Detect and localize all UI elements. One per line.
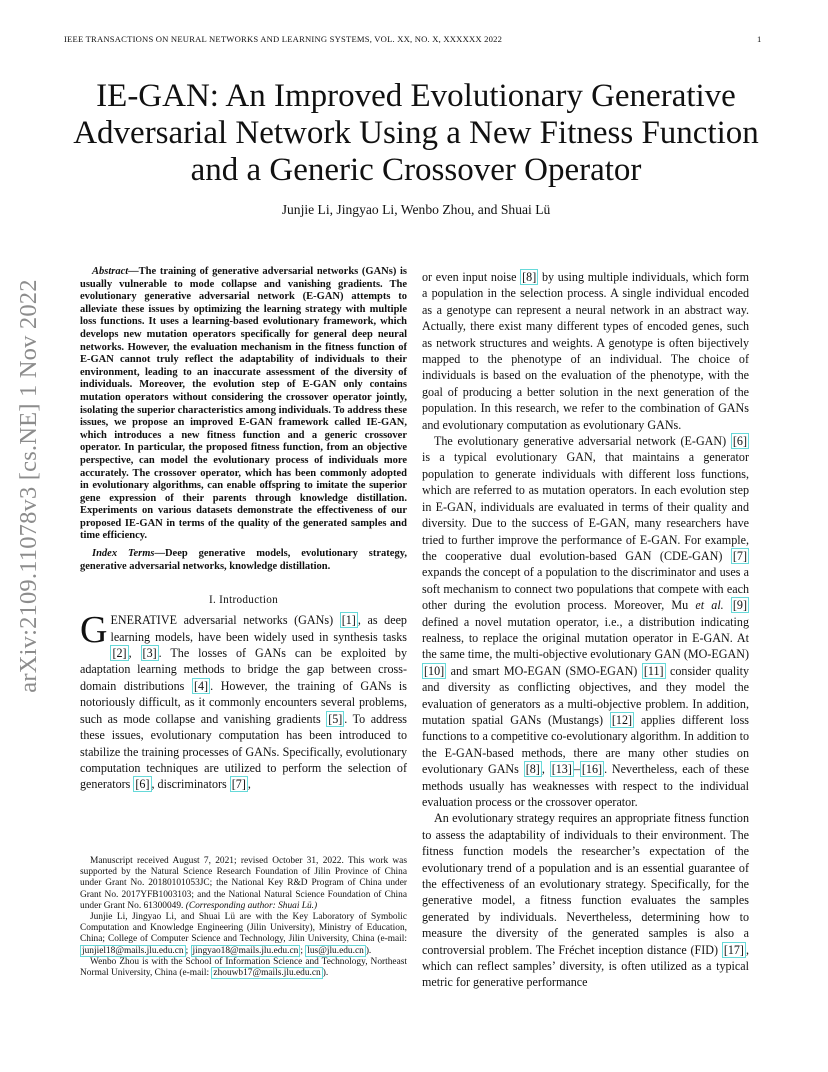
footnote-affiliation-text: Junjie Li, Jingyao Li, and Shuai Lü are with the Key Laboratory of Symbolic Computation and Knowledge Engineering (Jilin University), Ministry of Education, China; College of Computer Science and Technology, Jilin University, China (e-mail: [80, 912, 407, 945]
email-link[interactable]: jingyao18@mails.jlu.edu.cn [192, 945, 299, 956]
citation-link[interactable]: [6] [135, 777, 150, 792]
footnote-affiliation-2: Wenbo Zhou is with the School of Information Science and Technology, Northeast Normal University, China (e-mail: zhouwb17@mails.jlu.edu.cn ). [80, 956, 407, 979]
text-run: or even input noise [422, 270, 521, 284]
running-header: IEEE TRANSACTIONS ON NEURAL NETWORKS AND LEARNING SYSTEMS, VOL. XX, NO. X, XXXXXX 2022 [64, 34, 503, 44]
footnotes [80, 856, 407, 979]
body-paragraph [422, 810, 749, 990]
author-list: Junjie Li, Jingyao Li, Wenbo Zhou, and Shuai Lü [281, 202, 551, 217]
text-run: , [128, 646, 141, 661]
citation-link[interactable]: [8] [522, 270, 537, 284]
citation-link[interactable]: [7] [231, 777, 246, 792]
citation-link[interactable]: [2] [112, 646, 127, 661]
text-run: ENERATIVE adversarial networks (GANs) [110, 613, 340, 628]
footnote-affiliation: Junjie Li, Jingyao Li, and Shuai Lü are with the Key Laboratory of Symbolic Computation and Knowledge Engineering (Jilin University), Ministry of Education, China; College of Computer Science and Technology, Jilin University, China (e-mail: junjiel18@mails.jlu.edu.cn ; jingyao18@mails.jlu.edu.cn ; lus@jlu.edu.cn ). [80, 912, 407, 956]
text-run: – [573, 762, 580, 777]
arxiv-stamp-text: arXiv:2109.11078v3 [cs.NE] 1 Nov 2022 [15, 279, 42, 693]
italic-text: et al. [695, 598, 724, 613]
section-heading: I. Introduction [208, 594, 279, 607]
text-run: , [541, 762, 550, 777]
abstract [80, 266, 407, 543]
email-link[interactable]: zhouwb17@mails.jlu.edu.cn [213, 968, 321, 979]
citation-link[interactable]: [7] [732, 548, 747, 563]
text-run: , [247, 777, 251, 792]
citation-link[interactable]: [9] [732, 598, 747, 613]
citation-link[interactable]: [6] [732, 434, 747, 449]
body-paragraph [422, 433, 749, 810]
citation-link[interactable]: [1] [341, 613, 356, 628]
text-run: applies different loss functions to a competitive co-evolutionary algorithm. In addition to the E-GAN-based methods, there are many other studies on evolutionary GANs [422, 712, 750, 777]
text-run: The evolutionary generative adversarial network (E-GAN) [434, 434, 731, 449]
text-run: An evolutionary strategy requires an appropriate fitness function to assess the adaptability of individuals to their environment. The fitness function models the researcher’s expectation of the evolutionary trend of a population and is an essential guarantee of the effectiveness of an evolutionary strategy. Specifically, for the generative model, a fitness function evaluates the samples generated by individuals. Nevertheless, determining how to measure the diversity of the generated samples is also a controversial problem. The Fréchet inception distance (FID) [422, 811, 749, 957]
citation-link[interactable]: [5] [328, 711, 343, 726]
text-run: and smart MO-EGAN (SMO-EGAN) [446, 663, 642, 678]
citation-link[interactable]: [8] [525, 762, 540, 777]
index-terms [80, 548, 407, 573]
citation-link[interactable]: [16] [581, 762, 603, 777]
footnote-funding [80, 856, 407, 912]
text-run: defined a novel mutation operator, i.e., a distribution indicating realness, to replace the original mutation operator in E-GAN. At the same time, the multi-objective evolutionary GAN (MO-EGAN) [422, 614, 749, 662]
abstract-text: —The training of generative adversarial networks (GANs) is usually vulnerable to mode collapse and vanishing gradients. The evolutionary generative adversarial network (E-GAN) attempts to alleviate these issues by optimizing the learning strategy with multiple loss functions. It uses a learning-based evolutionary framework, which develops new mutation operators specifically for general deep neural networks. However, the evaluation mechanism in the fitness function of E-GAN cannot truly reflect the adaptability of individuals to their environment, leading to an inaccurate assessment of the diversity of individuals. Moreover, the evolution step of E-GAN only contains mutation operators without considering the crossover operator jointly, isolating the superior characteristics among individuals. To address these issues, we propose an improved E-GAN framework called IE-GAN, which introduces a new fitness function and a generic crossover operator. In particular, the proposed fitness function, from an objective perspective, can model the evolutionary process of individuals more accurately. The crossover operator, which has been commonly adopted in evolutionary algorithms, can enable offspring to imitate the superior gene expression of their parents through knowledge distillation. Experiments on various datasets demonstrate the effectiveness of our proposed IE-GAN in terms of the quality of the generated samples and time efficiency. [80, 266, 407, 542]
index-terms-text: —Deep generative models, evolutionary strategy, generative adversarial networks, knowledge distillation. [80, 548, 407, 572]
abstract-label: Abstract [92, 266, 129, 277]
citation-link[interactable]: [3] [142, 646, 157, 661]
text-run: by using multiple individuals, which form a population in the selection process. A single individual encoded as a genotype can represent a neural network in an abstract way. Actually, there exist many different types of encoded genes, such as network structures and weights. A genotype is often bijectively mapped to the phenotype of an individual. The choice of individuals is based on the evaluation of the phenotype, with the goal of producing a better solution in the next generation of the population. In this research, we refer to the combination of GANs and evolutionary computation as evolutionary GANs. [422, 270, 749, 432]
citation-link[interactable]: [10] [424, 663, 445, 678]
text-run: , which can reflect samples’ diversity, is often utilized as a typical metric for generative performance [422, 942, 749, 990]
body-paragraph [422, 269, 749, 433]
text-run: . Nevertheless, each of these methods usually has weaknesses with respect to the individual evaluation process or the crossover operator. [422, 762, 749, 809]
email-link[interactable]: lus@jlu.edu.cn [307, 945, 364, 956]
text-run: is a typical evolutionary GAN, that maintains a generator population to generate individuals with different loss functions, which are referred to as mutation operators. In each evolution step in E-GAN, individuals are evaluated in terms of their quality and diversity. Due to the success of E-GAN, many researchers have tried to further improve the performance of E-GAN. For example, the cooperative dual evolution-based GAN (CDE-GAN) [422, 450, 749, 563]
footnote-corresponding: (Corresponding author: Shuai Lü.) [185, 900, 318, 911]
text-run: consider quality and diversity as conflicting objectives, and they model the evaluation of generators as a multi-objective problem. In addition, mutation spatial GANs (Mustangs) [422, 663, 750, 727]
drop-cap: G [80, 609, 108, 652]
right-column [422, 269, 749, 991]
text-run: . However, the training of GANs is notoriously difficult, as it commonly encounters several problems, such as mode collapse and vanishing gradients [80, 678, 407, 726]
text-run: . The losses of GANs can be exploited by adaptation learning methods to bridge the gap between cross-domain distributions [80, 646, 408, 693]
citation-link[interactable]: [4] [193, 678, 209, 693]
text-run: , as deep learning models, have been widely used in synthesis tasks [110, 613, 407, 644]
text-run: , discriminators [151, 777, 230, 792]
index-terms-label: Index Terms [92, 548, 155, 560]
paper-title: IE-GAN: An Improved Evolutionary Generative Adversarial Network Using a New Fitness Function and a Generic Crossover Operator [73, 78, 759, 188]
text-run [724, 598, 731, 612]
text-run: . To address these issues, evolutionary computation has been introduced to stabilize the training processes of GANs. Specifically, evolutionary computation techniques are utilized to perform the selection of generators [80, 711, 407, 792]
intro-text [80, 609, 408, 792]
citation-link[interactable]: [17] [723, 942, 744, 957]
citation-link[interactable]: [13] [551, 762, 572, 777]
arxiv-stamp [8, 279, 50, 693]
footnote-affiliation-2-text: Wenbo Zhou is with the School of Information Science and Technology, Northeast Normal University, China (e-mail: [80, 956, 407, 979]
page-number: 1 [757, 34, 762, 44]
footnote-funding-text: Manuscript received August 7, 2021; revised October 31, 2022. This work was supported by the Natural Science Research Foundation of Jilin Province of China under Grant No. 20180101053JC; the National Key R&D Program of China under Grant No. 2017YFB1003103; and the National Natural Science Foundation of China under Grant No. 61300049. [80, 856, 407, 911]
text-run: expands the concept of a population to the discriminator and uses a soft mechanism to connect two populations that compete with each other during the evolution process. Moreover, Mu [422, 565, 749, 613]
citation-link[interactable]: [12] [611, 712, 633, 727]
email-link[interactable]: junjiel18@mails.jlu.edu.cn [82, 945, 184, 956]
intro-paragraph [80, 609, 408, 792]
left-column [80, 266, 407, 793]
citation-link[interactable]: [11] [643, 663, 664, 678]
